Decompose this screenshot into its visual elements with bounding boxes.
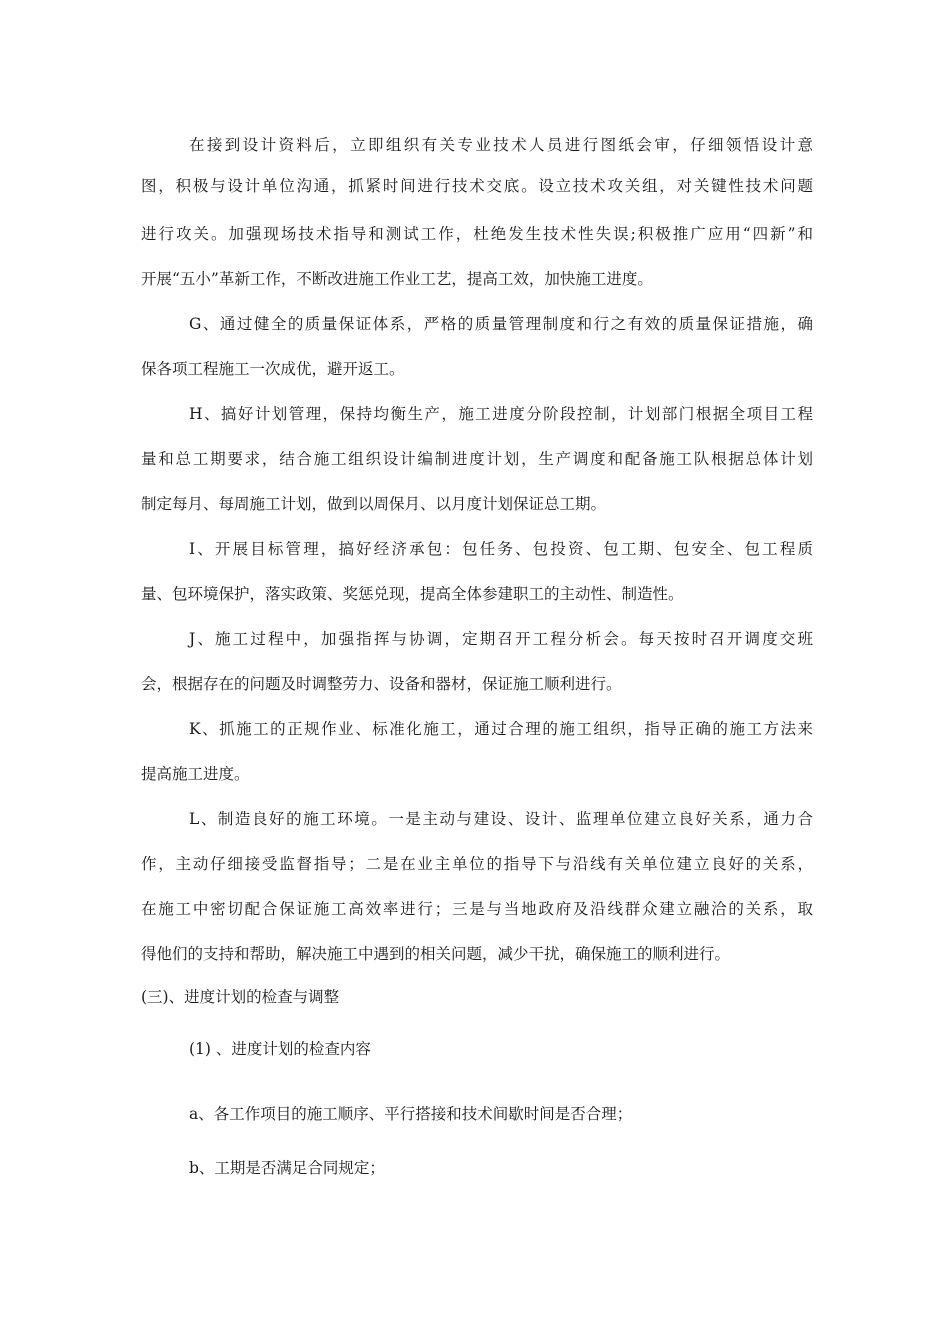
text-line: 保各项工程施工一次成优，避开返工。 <box>141 360 405 378</box>
text-line: 在施工中密切配合保证施工高效率进行；三是与当地政府及沿线群众建立融洽的关系，取 <box>141 900 813 918</box>
text-line: 制定每月、每周施工计划，做到以周保月、以月度计划保证总工期。 <box>141 495 607 513</box>
list-item: a、各工作项目的施工顺序、平行搭接和技术间歇时间是否合理； <box>189 1105 633 1123</box>
text-line: J、施工过程中，加强指挥与协调，定期召开工程分析会。每天按时召开调度交班 <box>189 630 813 648</box>
text-line: K、抓施工的正规作业、标准化施工，通过合理的施工组织，指导正确的施工方法来 <box>189 720 813 738</box>
text-line: G、通过健全的质量保证体系，严格的质量管理制度和行之有效的质量保证措施，确 <box>189 315 813 333</box>
text-line: L、制造良好的施工环境。一是主动与建设、设计、监理单位建立良好关系，通力合 <box>189 810 813 828</box>
text-line: 量、包环境保护，落实政策、奖惩兑现，提高全体参建职工的主动性、制造性。 <box>141 585 684 603</box>
subheading: (1) 、进度计划的检查内容 <box>189 1040 371 1058</box>
list-item: b、工期是否满足合同规定； <box>189 1159 385 1177</box>
text-line: 会，根据存在的问题及时调整劳力、设备和器材，保证施工顺利进行。 <box>141 675 622 693</box>
text-line: 开展“五小”革新工作，不断改进施工作业工艺，提高工效，加快施工进度。 <box>141 270 653 288</box>
text-line: 量和总工期要求，结合施工组织设计编制进度计划，生产调度和配备施工队根据总体计划 <box>141 450 813 468</box>
text-line: I、开展目标管理，搞好经济承包：包任务、包投资、包工期、包安全、包工程质 <box>189 540 813 558</box>
text-line: 图，积极与设计单位沟通，抓紧时间进行技术交底。设立技术攻关组，对关键性技术问题 <box>141 177 813 195</box>
text-line: 在接到设计资料后，立即组织有关专业技术人员进行图纸会审，仔细领悟设计意 <box>189 136 813 154</box>
text-line: 作，主动仔细接受监督指导；二是在业主单位的指导下与沿线有关单位建立良好的关系， <box>141 855 813 873</box>
text-line: 提高施工进度。 <box>141 765 250 783</box>
text-line: 得他们的支持和帮助，解决施工中遇到的相关问题，减少干扰，确保施工的顺利进行。 <box>141 945 731 963</box>
section-heading: (三)、进度计划的检查与调整 <box>141 988 340 1006</box>
text-line: 进行攻关。加强现场技术指导和测试工作，杜绝发生技术性失误;积极推广应用“四新”和 <box>141 225 813 243</box>
text-line: H、搞好计划管理，保持均衡生产，施工进度分阶段控制，计划部门根据全项目工程 <box>189 405 813 423</box>
